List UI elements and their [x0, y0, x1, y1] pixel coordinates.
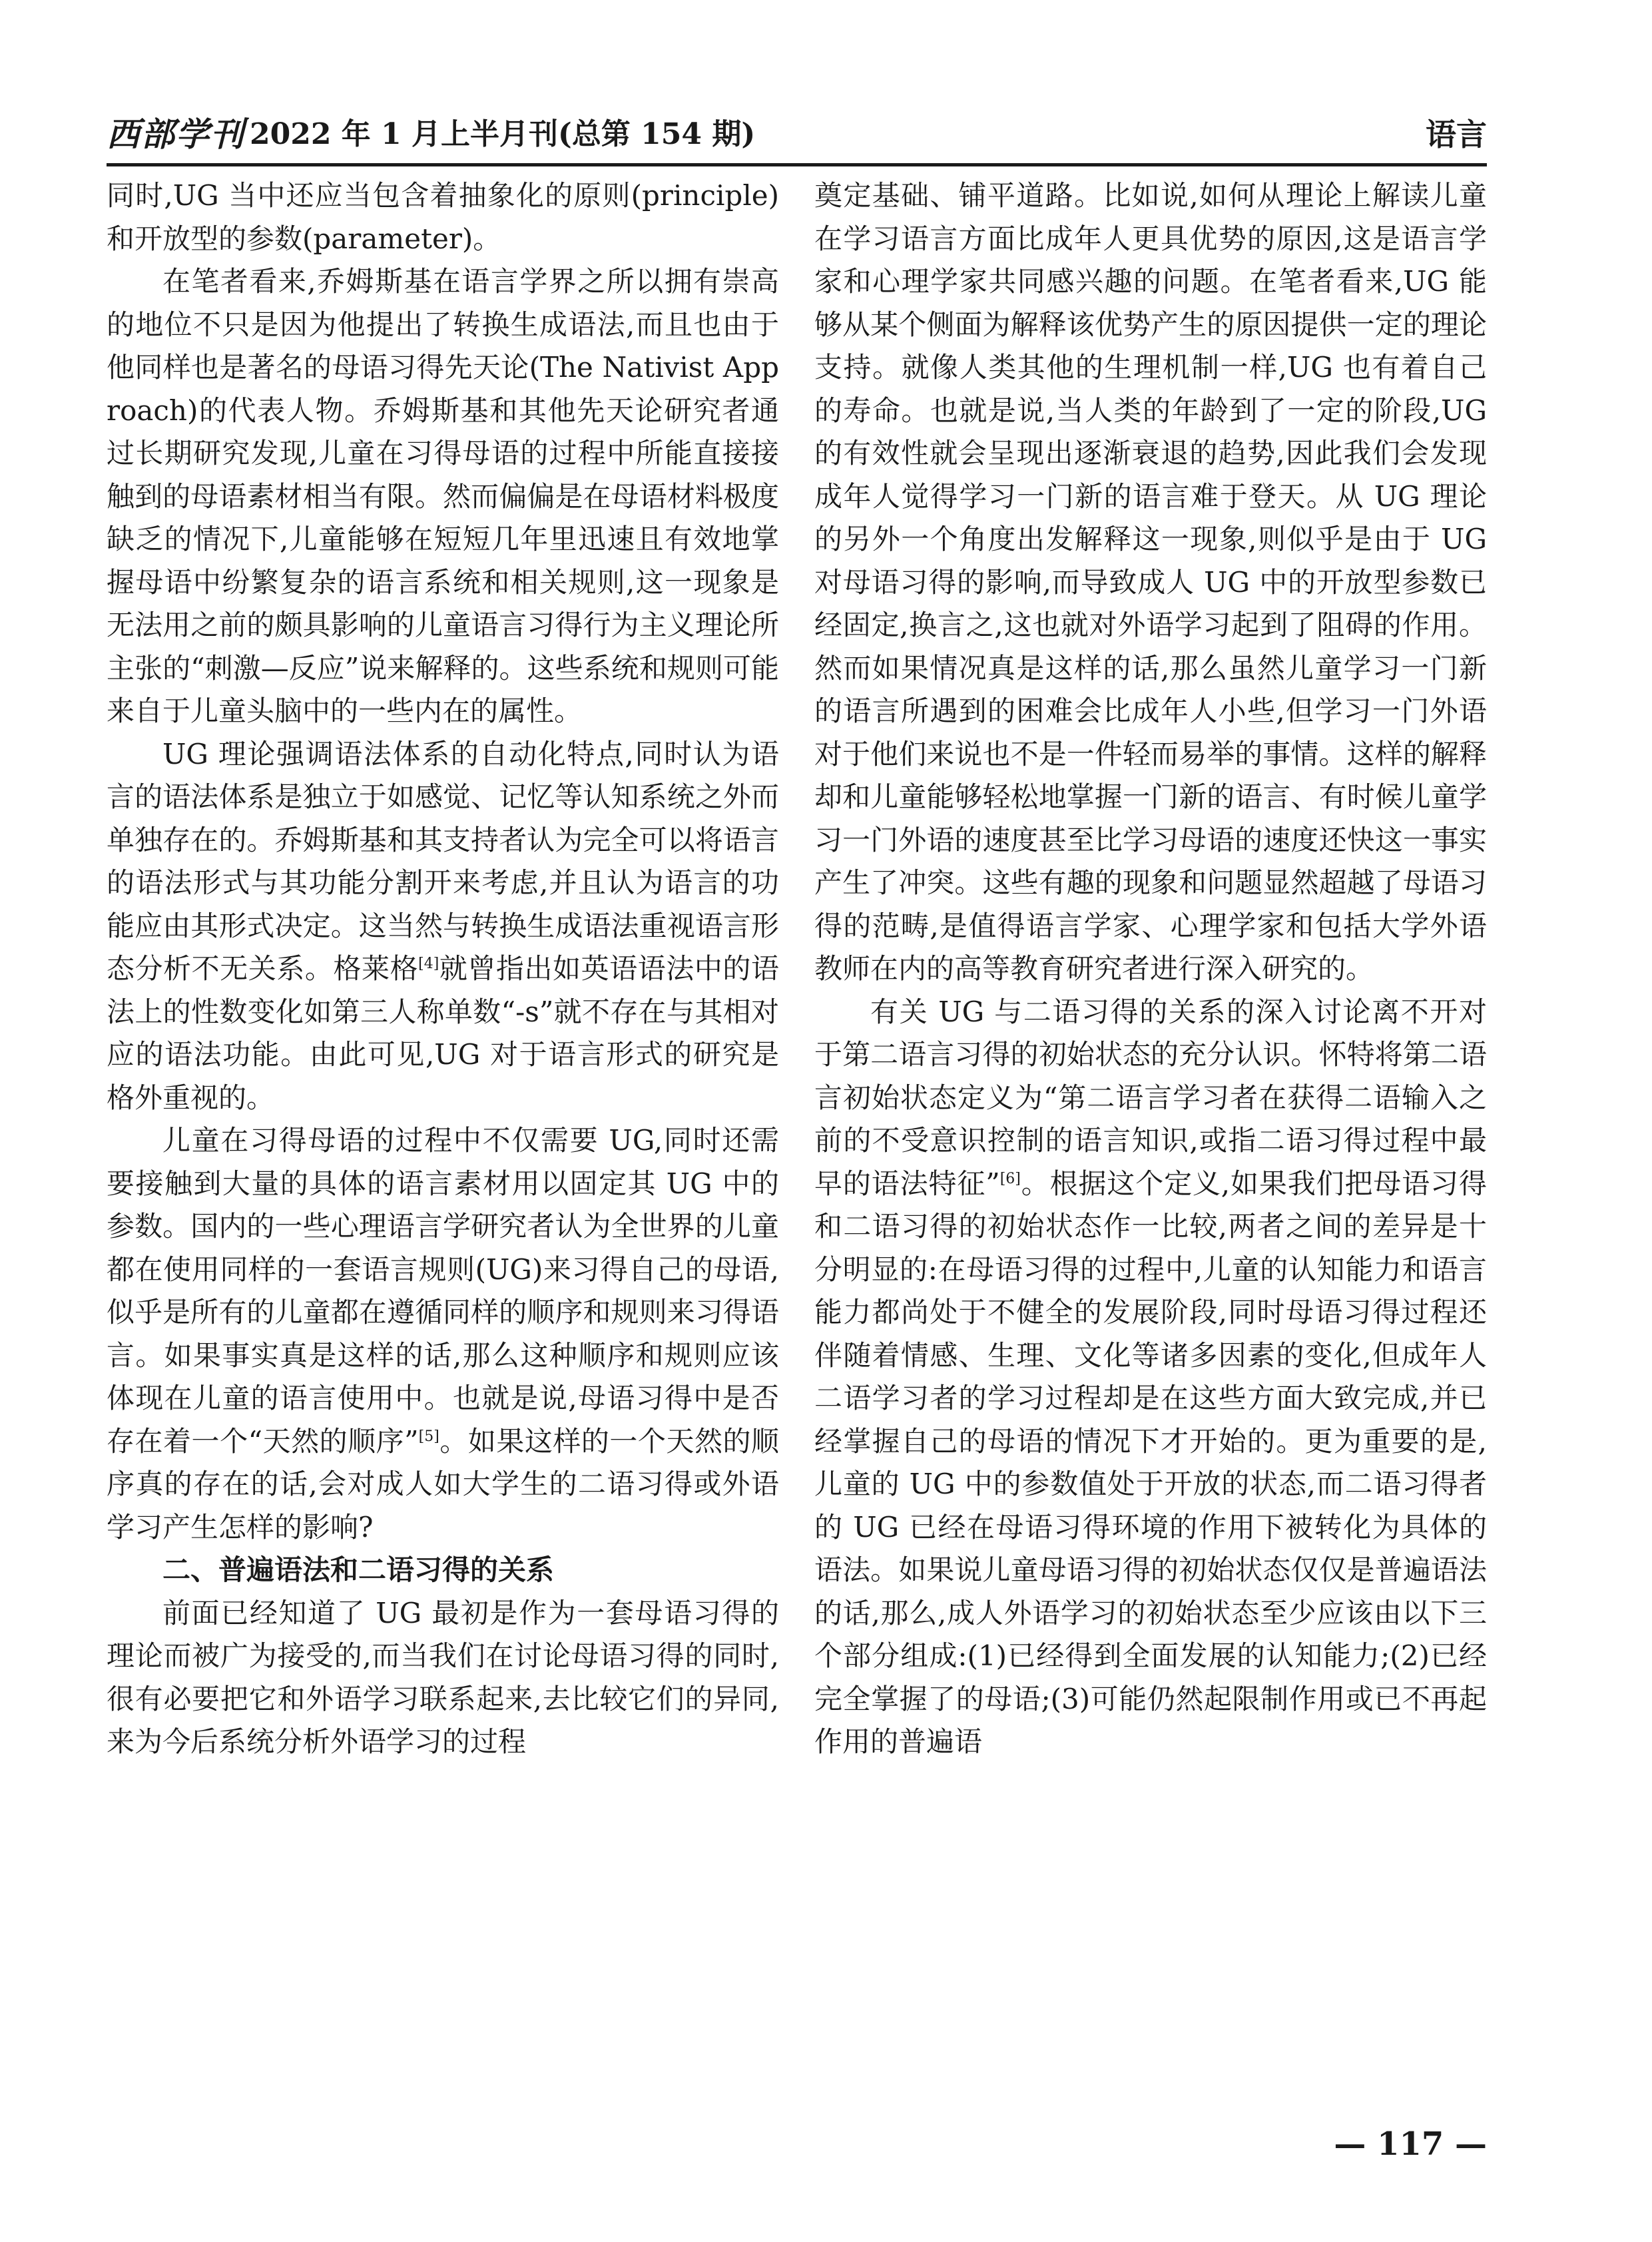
running-header	[107, 112, 1487, 160]
paragraph: 在笔者看来,乔姆斯基在语言学界之所以拥有崇高的地位不只是因为他提出了转换生成语法,而且也由于他同样也是著名的母语习得先天论(The Nativist Approach)的代表人物。乔姆斯基和其他先天论研究者通过长期研究发现,儿童在习得母语的过程中所能直接接触到的母语素材相当有限。然而偏偏是在母语材料极度缺乏的情况下,儿童能够在短短几年里迅速且有效地掌握母语中纷繁复杂的语言系统和相关规则,这一现象是无法用之前的颇具影响的儿童语言习得行为主义理论所主张的“刺激—反应”说来解释的。这些系统和规则可能来自于儿童头脑中的一些内在的属性。	[107, 265, 779, 727]
journal-logo: 西部学刊	[107, 115, 245, 154]
left-column	[107, 174, 779, 2086]
paragraph: 同时,UG 当中还应当包含着抽象化的原则(principle)和开放型的参数(parameter)。	[107, 179, 779, 255]
section-heading: 二、普遍语法和二语习得的关系	[162, 1553, 555, 1586]
paragraph: 奠定基础、铺平道路。比如说,如何从理论上解读儿童在学习语言方面比成年人更具优势的原因,这是语言学家和心理学家共同感兴趣的问题。在笔者看来,UG 能够从某个侧面为解释该优势产生的原因提供一定的理论支持。就像人类其他的生理机制一样,UG 也有着自己的寿命。也就是说,当人类的年龄到了一定的阶段,UG 的有效性就会呈现出逐渐衰退的趋势,因此我们会发现成年人觉得学习一门新的语言难于登天。从 UG 理论的另外一个角度出发解释这一现象,则似乎是由于 UG 对母语习得的影响,而导致成人 UG 中的开放型参数已经固定,换言之,这也就对外语学习起到了阻碍的作用。然而如果情况真是这样的话,那么虽然儿童学习一门新的语言所遇到的困难会比成年人小些,但学习一门外语对于他们来说也不是一件轻而易举的事情。这样的解释却和儿童能够轻松地掌握一门新的语言、有时候儿童学习一门外语的速度甚至比学习母语的速度还快这一事实产生了冲突。这些有趣的现象和问题显然超越了母语习得的范畴,是值得语言学家、心理学家和包括大学外语教师在内的高等教育研究者进行深入研究的。	[814, 179, 1487, 985]
paragraph-text: 就曾指出如英语语法中的语法上的性数变化如第三人称单数“-s”就不存在与其相对应的语法功能。由此可见,UG 对于语言形式的研究是格外重视的。	[107, 952, 779, 1114]
paragraph-text: UG 理论强调语法体系的自动化特点,同时认为语言的语法体系是独立于如感觉、记忆等认知系统之外而单独存在的。乔姆斯基和其支持者认为完全可以将语言的语法形式与其功能分割开来考虑,并且认为语言的功能应由其形式决定。这当然与转换生成语法重视语言形态分析不无关系。格莱格	[107, 737, 779, 985]
paragraph-text: 儿童在习得母语的过程中不仅需要 UG,同时还需要接触到大量的具体的语言素材用以固定其 UG 中的参数。国内的一些心理语言学研究者认为全世界的儿童都在使用同样的一套语言规则(UG)来习得自己的母语,似乎是所有的儿童都在遵循同样的顺序和规则来习得语言。如果事实真是这样的话,那么这种顺序和规则应该体现在儿童的语言使用中。也就是说,母语习得中是否存在着一个“天然的顺序”	[107, 1124, 779, 1458]
issue-info: 2022 年 1 月上半月刊(总第 154 期)	[250, 117, 756, 151]
paragraph-text: 有关 UG 与二语习得的关系的深入讨论离不开对于第二语言习得的初始状态的充分认识。怀特将第二语言初始状态定义为“第二语言学习者在获得二语输入之前的不受意识控制的语言知识,或指二语习得过程中最早的语法特征”	[814, 995, 1487, 1200]
right-column	[814, 174, 1487, 2086]
paragraph	[107, 1119, 779, 1549]
paragraph-text: 。根据这个定义,如果我们把母语习得和二语习得的初始状态作一比较,两者之间的差异是十分明显的:在母语习得的过程中,儿童的认知能力和语言能力都尚处于不健全的发展阶段,同时母语习得过程还伴随着情感、生理、文化等诸多因素的变化,但成年人二语学习者的学习过程却是在这些方面大致完成,并已经掌握自己的母语的情况下才开始的。更为重要的是,儿童的 UG 中的参数值处于开放的状态,而二语习得者的 UG 已经在母语习得环境的作用下被转化为具体的语法。如果说儿童母语习得的初始状态仅仅是普遍语法的话,那么,成人外语学习的初始状态至少应该由以下三个部分组成:(1)已经得到全面发展的认知能力;(2)已经完全掌握了的母语;(3)可能仍然起限制作用或已不再起作用的普遍语	[814, 1167, 1487, 1758]
paragraph	[814, 991, 1487, 1764]
citation-marker: [6]	[999, 1170, 1021, 1187]
paragraph	[107, 733, 779, 1120]
citation-marker: [4]	[418, 956, 439, 972]
section-name: 语言	[1426, 117, 1487, 152]
paragraph: 前面已经知道了 UG 最初是作为一套母语习得的理论而被广为接受的,而当我们在讨论母语习得的同时,很有必要把它和外语学习联系起来,去比较它们的异同,来为今后系统分析外语学习的过程	[107, 1596, 779, 1758]
header-rule	[107, 163, 1487, 166]
citation-marker: [5]	[418, 1428, 439, 1445]
page-number: — 117 —	[1334, 2125, 1487, 2163]
paragraph-text: 。如果这样的一个天然的顺序真的存在的话,会对成人如大学生的二语习得或外语学习产生怎样的影响?	[107, 1424, 779, 1543]
